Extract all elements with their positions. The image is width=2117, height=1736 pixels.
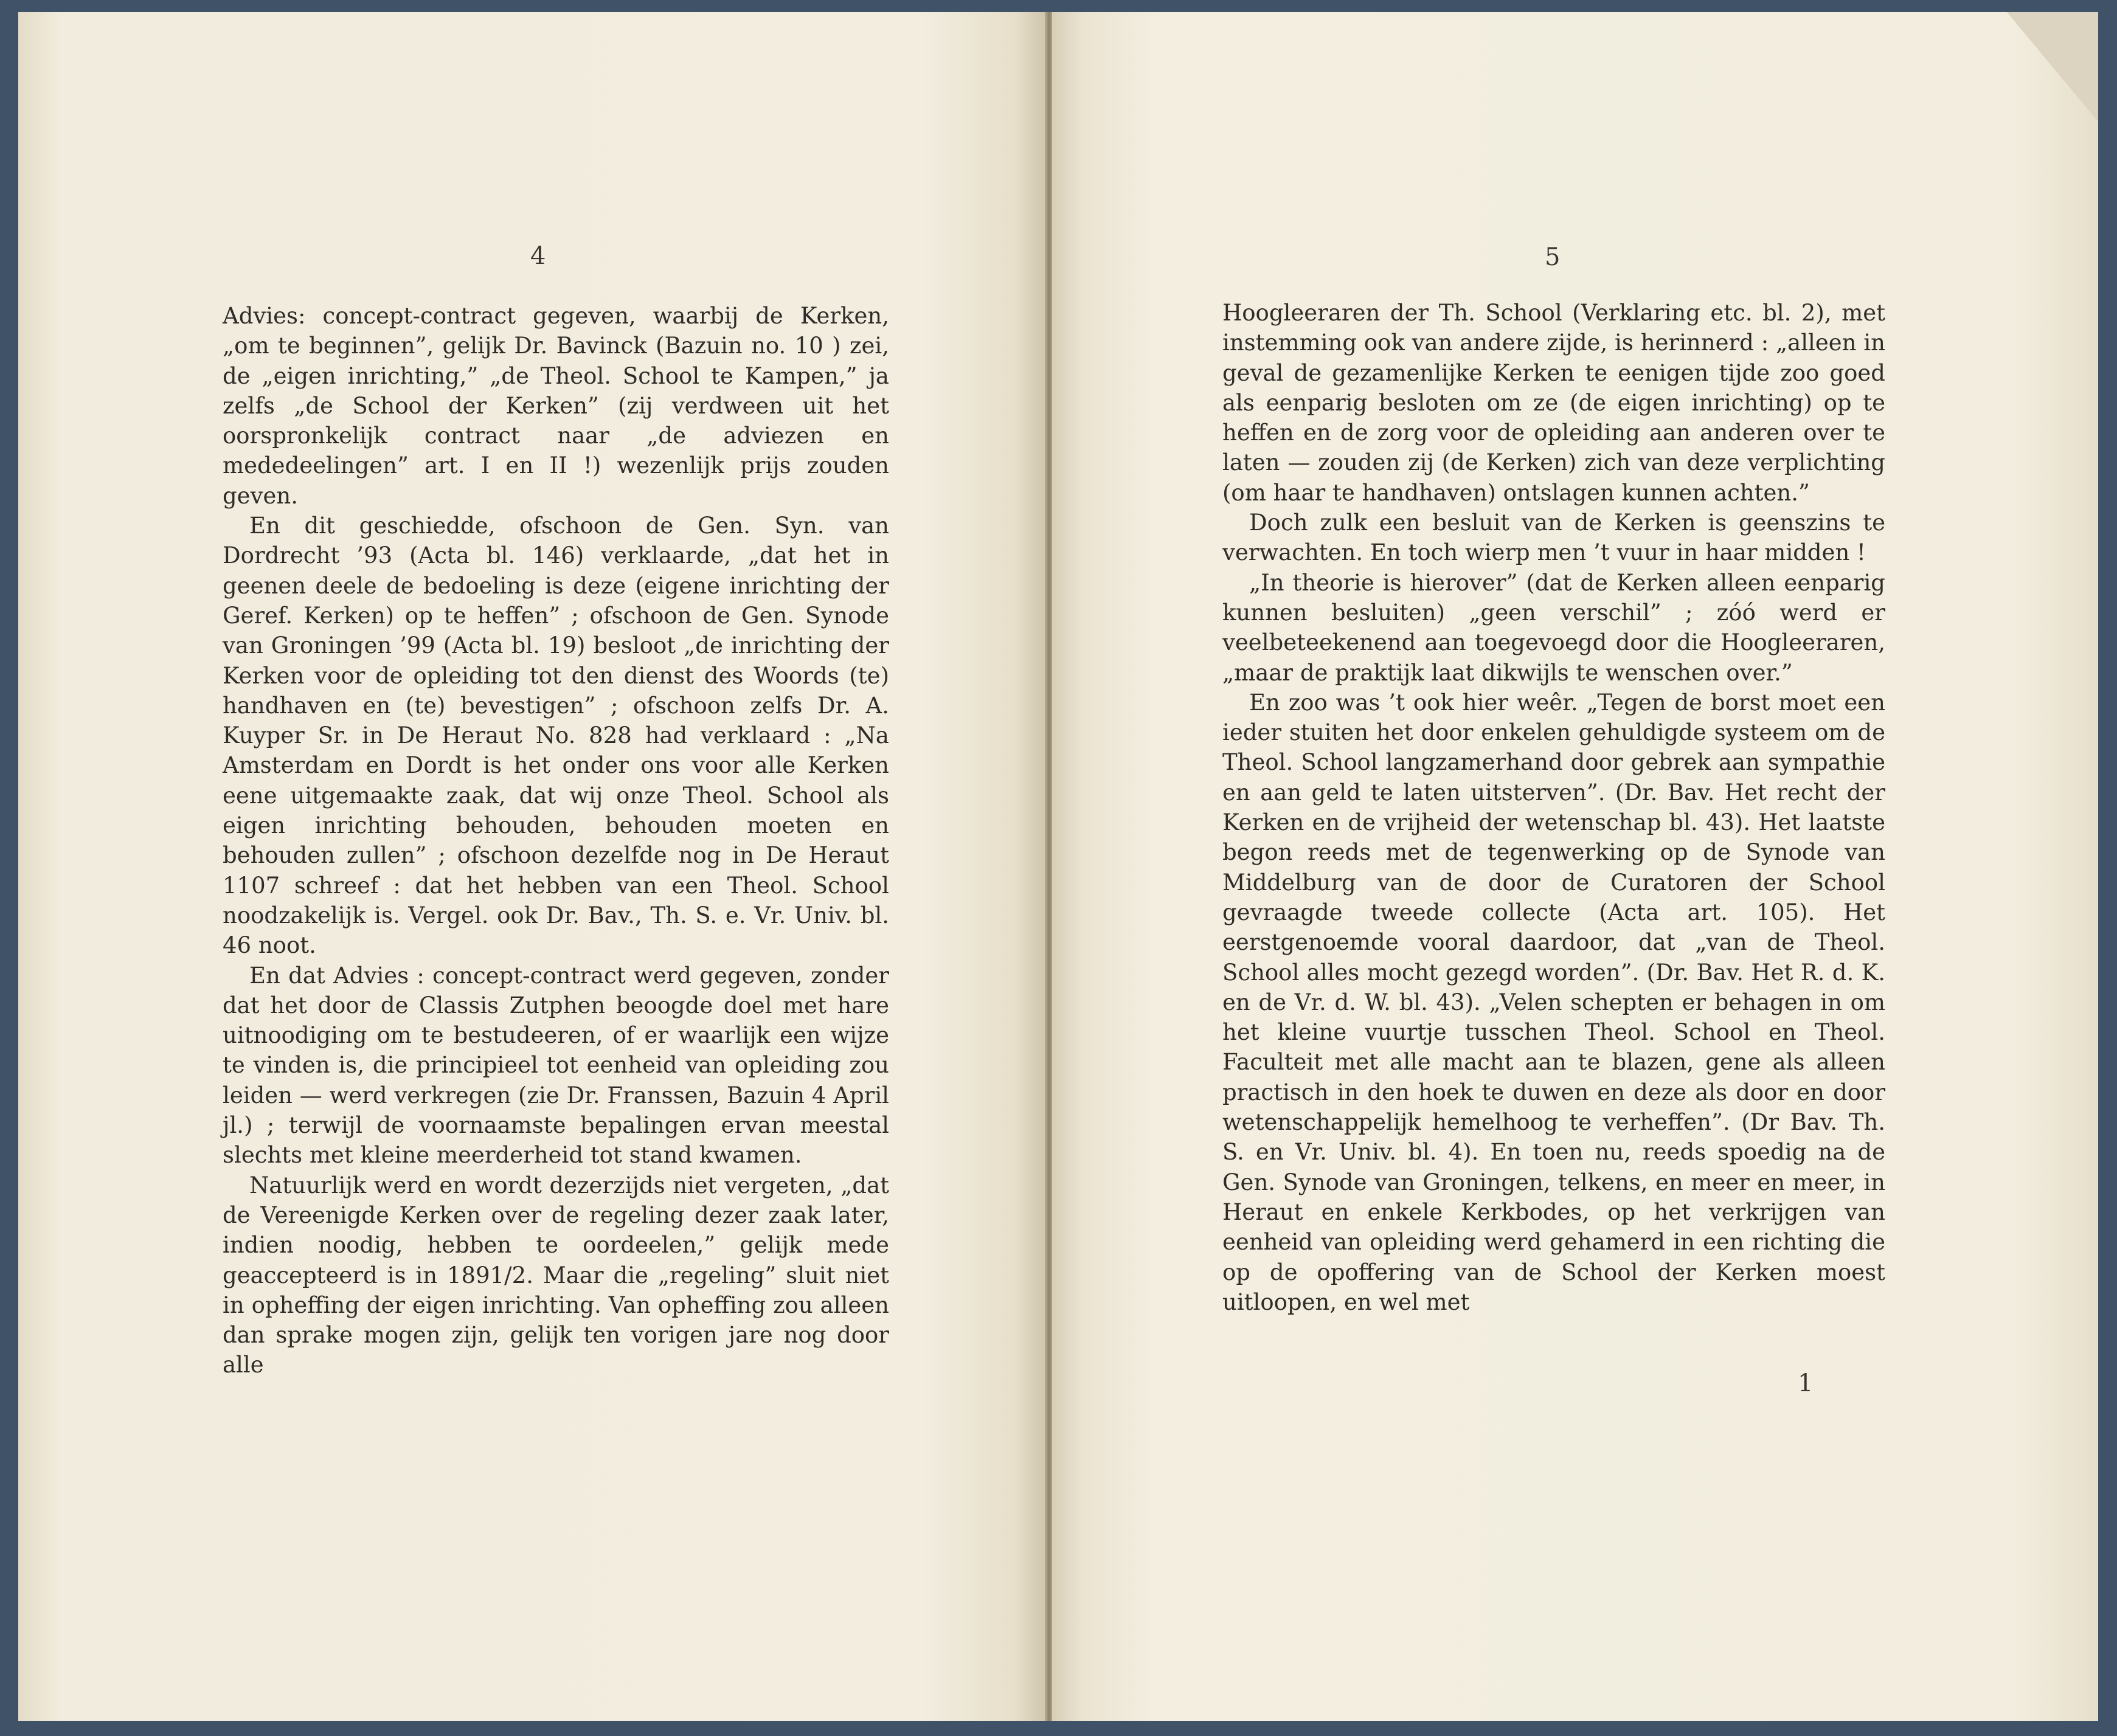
page-number-left: 4 [530,242,546,270]
paragraph: Advies: concept-contract gegeven, waarbij de Kerken, „om te beginnen”, gelijk Dr. Bavinck (Bazuin no. 10 ) zei, de „eigen inrichting,” „de Theol. School te Kampen,” ja zelfs „de School der Kerken” (zij verdween uit het oorspronkelijk contract naar „de adviezen en mededeelingen” art. I en II !) wezenlijk prijs zouden geven. [223,303,889,509]
paragraph: Natuurlijk werd en wordt dezerzijds niet vergeten, „dat de Vereenigde Kerken over de regeling dezer zaak later, indien noodig, hebben te oordeelen,” gelijk mede geaccepteerd is in 1891/2. Maar die „regeling” sluit niet in opheffing der eigen inrichting. Van opheffing zou alleen dan sprake mogen zijn, gelijk ten vorigen jare nog door alle [223,1172,889,1378]
right-page-body [1222,298,1885,1317]
folded-corner [2007,12,2098,122]
left-page-body [223,301,889,1380]
page-number-right: 5 [1545,243,1561,271]
paragraph: En dat Advies : concept-contract werd gegeven, zonder dat het door de Classis Zutphen beoogde doel met hare uitnoodiging om te bestudeeren, of er waarlijk een wijze te vinden is, die principieel tot eenheid van opleiding zou leiden — werd verkregen (zie Dr. Franssen, Bazuin 4 April jl.) ; terwijl de voornaamste bepalingen ervan meestal slechts met kleine meerderheid tot stand kwamen. [223,962,889,1169]
paragraph: Doch zulk een besluit van de Kerken is geenszins te verwachten. En toch wierp men ’t vuur in haar midden ! [1222,510,1885,566]
paragraph: Hoogleeraren der Th. School (Verklaring etc. bl. 2), met instemming ook van andere zijde, is herinnerd : „alleen in geval de gezamenlijke Kerken te eenigen tijde zoo goed als eenparig besloten om ze (de eigen inrichting) op te heffen en de zorg voor de opleiding aan anderen over te laten — zouden zij (de Kerken) zich van deze verplichting (om haar te handhaven) ontslagen kunnen achten.” [1222,300,1885,506]
right-page [1052,12,2098,1721]
book-spread [18,12,2098,1721]
signature-mark: 1 [1798,1369,1814,1397]
left-page [18,12,1046,1721]
paragraph: „In theorie is hierover” (dat de Kerken alleen eenparig kunnen besluiten) „geen verschil” ; zóó werd er veelbeteekenend aan toegevoegd door die Hoogleeraren, „maar de praktijk laat dikwijls te wenschen over.” [1222,569,1885,686]
paragraph: En dit geschiedde, ofschoon de Gen. Syn. van Dordrecht ’93 (Acta bl. 146) verklaarde, „dat het in geenen deele de bedoeling is deze (eigene inrichting der Geref. Kerken) op te heffen” ; ofschoon de Gen. Synode van Groningen ’99 (Acta bl. 19) besloot „de inrichting der Kerken voor de opleiding tot den dienst des Woords (te) handhaven en (te) bevestigen” ; ofschoon zelfs Dr. A. Kuyper Sr. in De Heraut No. 828 had verklaard : „Na Amsterdam en Dordt is het onder ons voor alle Kerken eene uitgemaakte zaak, dat wij onze Theol. School als eigen inrichting behouden, behouden moeten en behouden zullen” ; ofschoon dezelfde nog in De Heraut 1107 schreef : dat het hebben van een Theol. School noodzakelijk is. Vergel. ook Dr. Bav., Th. S. e. Vr. Univ. bl. 46 noot. [223,513,889,959]
paragraph: En zoo was ’t ook hier weêr. „Tegen de borst moet een ieder stuiten het door enkelen gehuldigde systeem om de Theol. School langzamerhand door gebrek aan sympathie en aan geld te laten uitsterven”. (Dr. Bav. Het recht der Kerken en de vrijheid der wetenschap bl. 43). Het laatste begon reeds met de tegenwerking op de Synode van Middelburg van de door de Curatoren der School gevraagde tweede collecte (Acta art. 105). Het eerstgenoemde vooral daardoor, dat „van de Theol. School alles mocht gezegd worden”. (Dr. Bav. Het R. d. K. en de Vr. d. W. bl. 43). „Velen schepten er behagen in om het kleine vuurtje tusschen Theol. School en Theol. Faculteit met alle macht aan te blazen, gene als alleen practisch in den hoek te duwen en deze als door en door wetenschappelijk hemelhoog te verheffen”. (Dr Bav. Th. S. en Vr. Univ. bl. 4). En toen nu, reeds spoedig na de Gen. Synode van Groningen, telkens, en meer en meer, in Heraut en enkele Kerkbodes, op het verkrijgen van eenheid van opleiding werd gehamerd in een richting die op de opoffering van de School der Kerken moest uitloopen, en wel met [1222,689,1885,1315]
